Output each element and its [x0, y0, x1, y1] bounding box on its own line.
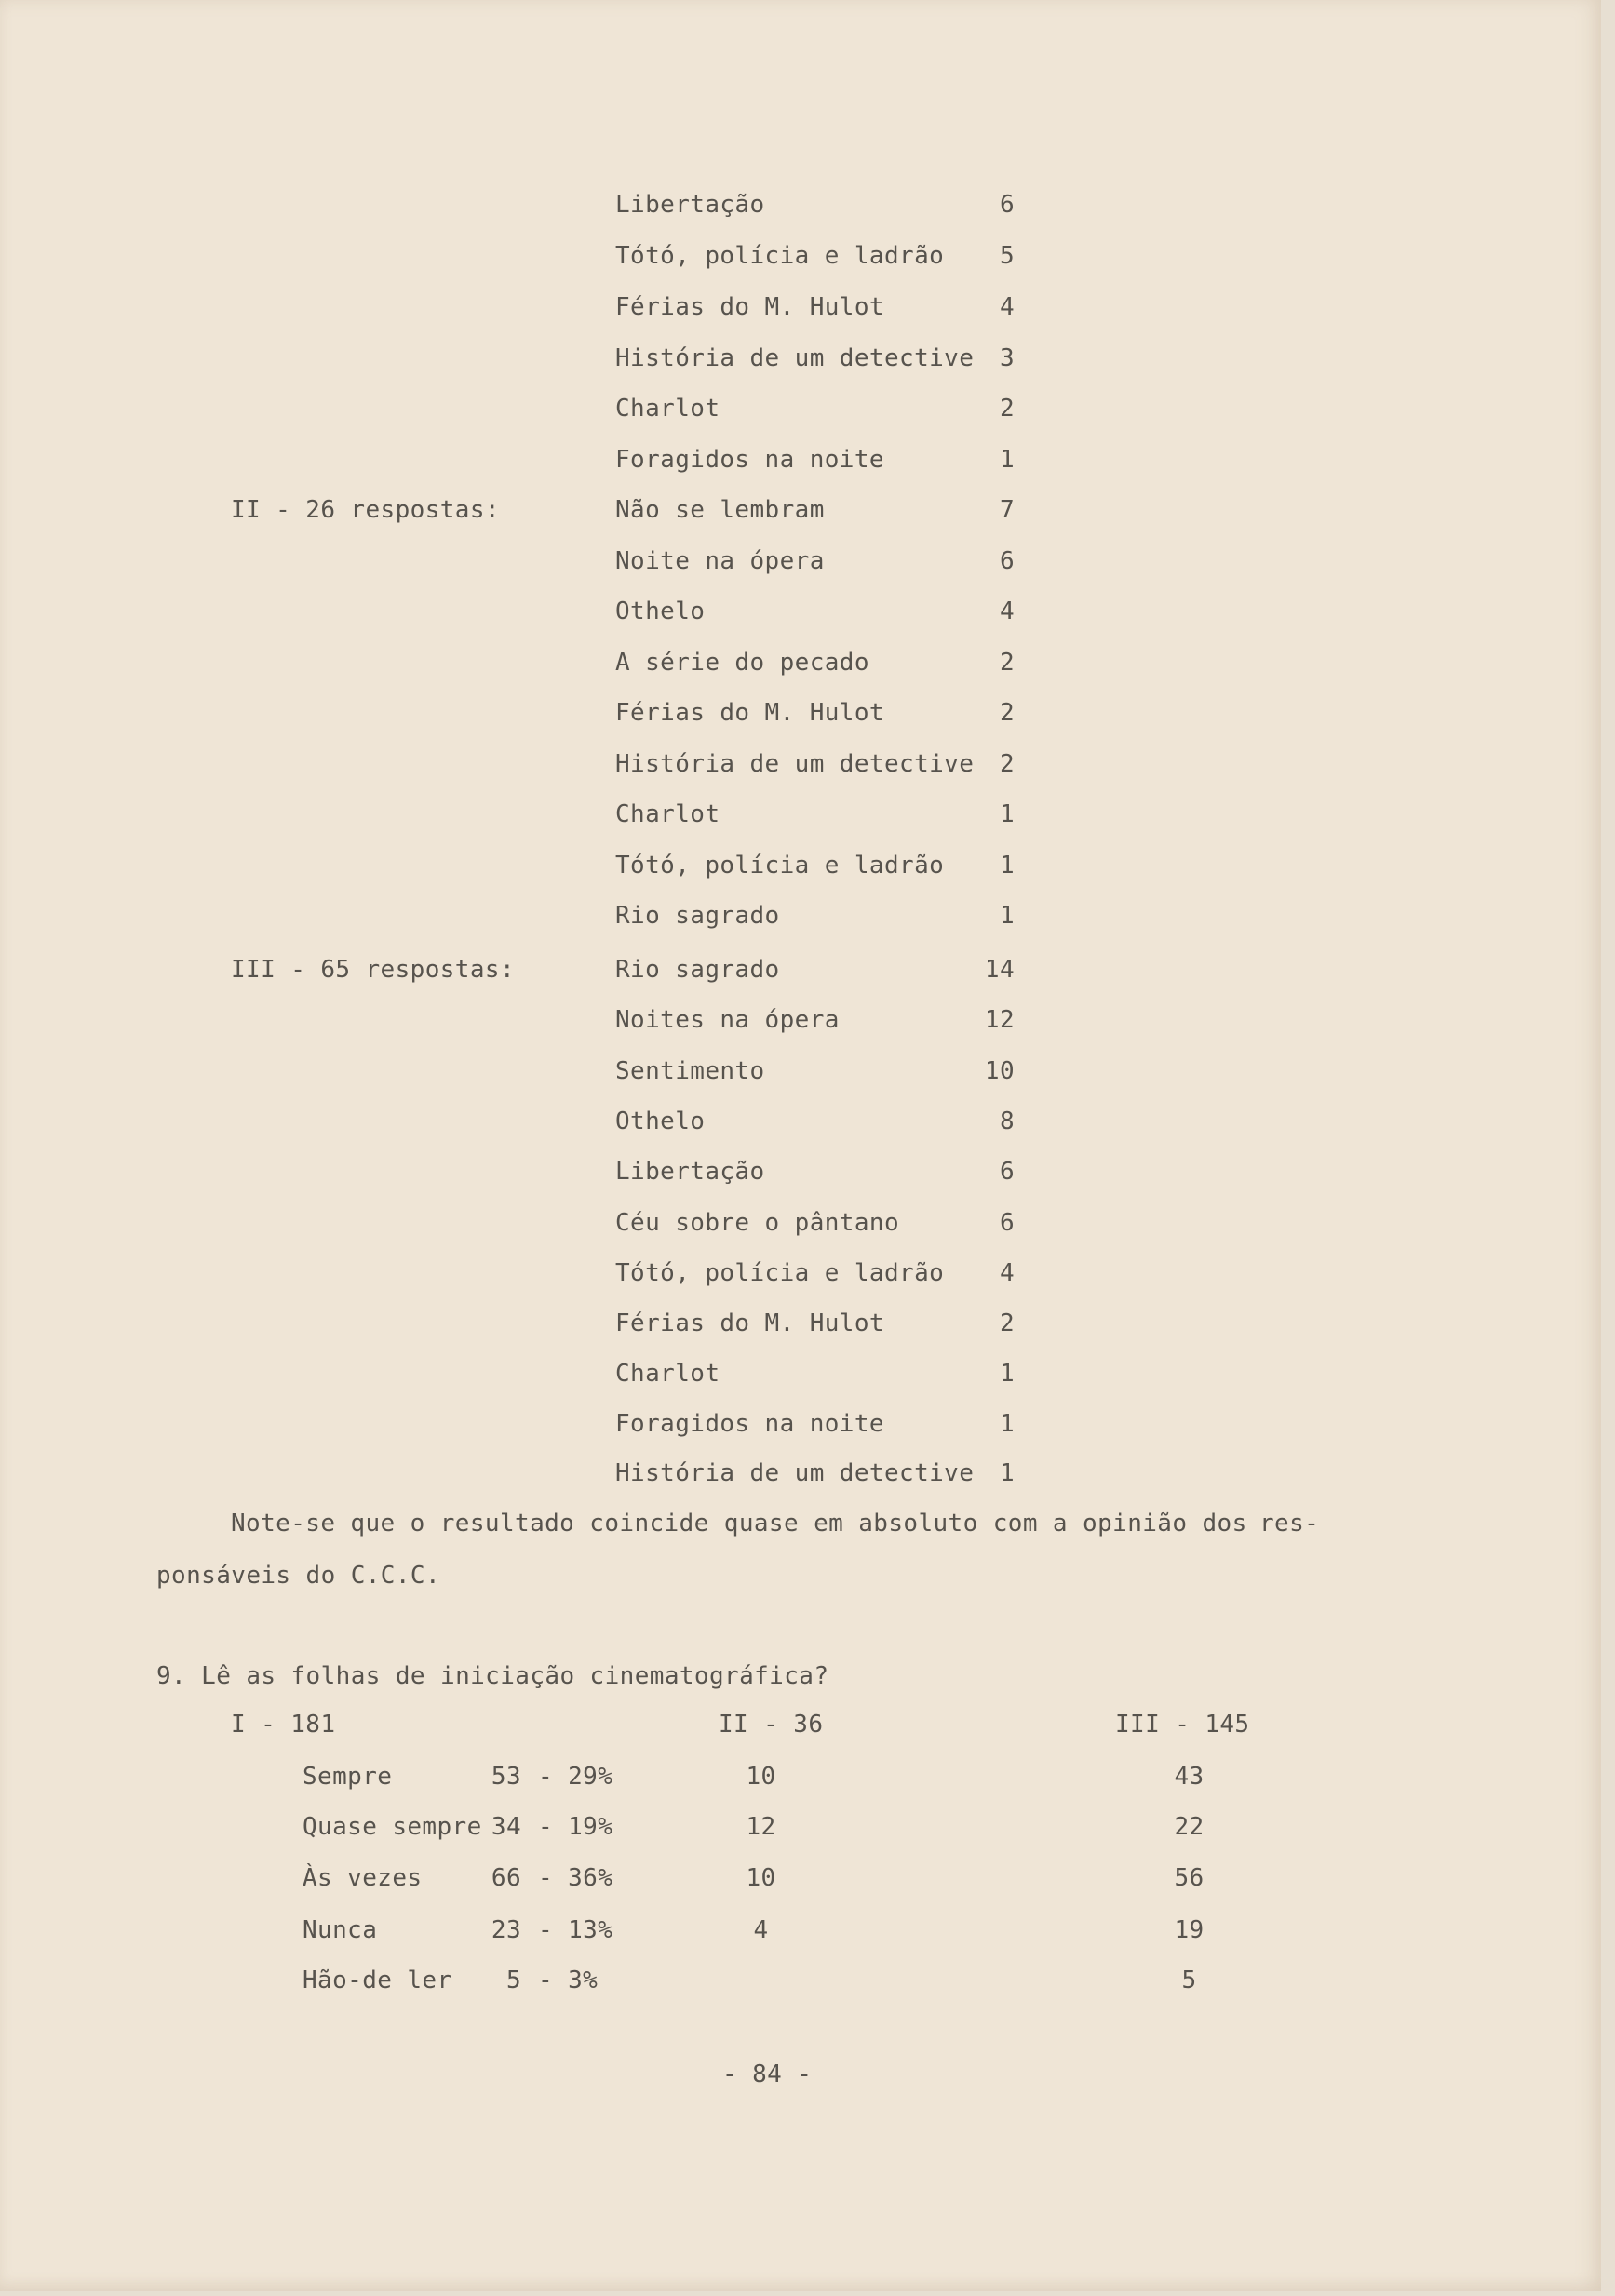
film-count: 2 — [999, 395, 1015, 423]
film-title: Foragidos na noite — [615, 1410, 884, 1438]
film-count: 10 — [984, 1057, 1015, 1085]
percent-i: - 29% — [538, 1763, 613, 1791]
film-count: 12 — [984, 1006, 1015, 1034]
group-label: III - 65 respostas: — [231, 956, 516, 984]
film-title: Céu sobre o pântano — [615, 1209, 900, 1237]
percent-i: - 3% — [538, 1967, 599, 1994]
film-count: 4 — [999, 293, 1015, 321]
count-iii: 56 — [1174, 1864, 1205, 1892]
row-label: Hão-de ler — [303, 1967, 452, 1994]
film-count: 1 — [999, 1459, 1015, 1487]
count-ii: 12 — [746, 1813, 776, 1841]
count-i: 34 — [491, 1813, 521, 1841]
film-title: Othelo — [615, 1108, 706, 1135]
note-line: ponsáveis do C.C.C. — [156, 1562, 441, 1590]
row-label: Às vezes — [303, 1864, 423, 1892]
film-title: Rio sagrado — [615, 902, 780, 930]
film-title: A série do pecado — [615, 649, 869, 677]
count-i: 23 — [491, 1916, 521, 1944]
film-count: 7 — [999, 496, 1015, 524]
film-title: Noites na ópera — [615, 1006, 840, 1034]
film-count: 2 — [999, 649, 1015, 677]
film-count: 3 — [999, 344, 1015, 372]
column-header-i: I - 181 — [231, 1711, 336, 1739]
count-i: 66 — [491, 1864, 521, 1892]
film-count: 1 — [999, 800, 1015, 828]
film-count: 6 — [999, 1158, 1015, 1186]
film-title: Tótó, polícia e ladrão — [615, 242, 945, 270]
film-title: História de um detective — [615, 750, 975, 778]
film-count: 1 — [999, 852, 1015, 879]
percent-i: - 36% — [538, 1864, 613, 1892]
film-count: 14 — [984, 956, 1015, 984]
note-line: Note-se que o resultado coincide quase em absoluto com a opinião dos — [231, 1510, 1247, 1537]
film-count: 1 — [999, 446, 1015, 474]
film-title: História de um detective — [615, 344, 975, 372]
count-iii: 5 — [1181, 1967, 1197, 1994]
page-number: - 84 - — [722, 2061, 813, 2088]
film-title: Férias do M. Hulot — [615, 699, 884, 727]
count-ii: 10 — [746, 1763, 776, 1791]
film-count: 2 — [999, 750, 1015, 778]
film-title: História de um detective — [615, 1459, 975, 1487]
column-header-iii: III - 145 — [1115, 1711, 1250, 1739]
count-iii: 22 — [1174, 1813, 1205, 1841]
group-label: II - 26 respostas: — [231, 496, 500, 524]
film-title: Não se lembram — [615, 496, 825, 524]
film-title: Charlot — [615, 395, 720, 423]
row-label: Nunca — [303, 1916, 378, 1944]
count-i: 5 — [505, 1967, 521, 1994]
column-header-ii: II - 36 — [719, 1711, 824, 1739]
count-ii: 10 — [746, 1864, 776, 1892]
film-title: Foragidos na noite — [615, 446, 884, 474]
film-title: Othelo — [615, 597, 706, 625]
film-title: Férias do M. Hulot — [615, 1309, 884, 1337]
count-ii: 4 — [753, 1916, 769, 1944]
film-title: Noite na ópera — [615, 547, 825, 575]
film-count: 1 — [999, 1360, 1015, 1388]
row-label: Quase sempre — [303, 1813, 482, 1841]
percent-i: - 19% — [538, 1813, 613, 1841]
film-count: 6 — [999, 1209, 1015, 1237]
percent-i: - 13% — [538, 1916, 613, 1944]
film-title: Tótó, polícia e ladrão — [615, 1259, 945, 1287]
note-line-end: res- — [1259, 1510, 1320, 1537]
film-count: 4 — [999, 597, 1015, 625]
film-count: 2 — [999, 699, 1015, 727]
film-count: 2 — [999, 1309, 1015, 1337]
count-iii: 43 — [1174, 1763, 1205, 1791]
row-label: Sempre — [303, 1763, 393, 1791]
film-count: 1 — [999, 902, 1015, 930]
film-count: 1 — [999, 1410, 1015, 1438]
film-title: Charlot — [615, 1360, 720, 1388]
film-count: 8 — [999, 1108, 1015, 1135]
film-title: Libertação — [615, 191, 765, 219]
film-title: Tótó, polícia e ladrão — [615, 852, 945, 879]
count-i: 53 — [491, 1763, 521, 1791]
film-count: 5 — [999, 242, 1015, 270]
film-count: 4 — [999, 1259, 1015, 1287]
film-count: 6 — [999, 547, 1015, 575]
film-title: Sentimento — [615, 1057, 765, 1085]
film-title: Charlot — [615, 800, 720, 828]
film-title: Libertação — [615, 1158, 765, 1186]
question-title: 9. Lê as folhas de iniciação cinematográfica? — [156, 1662, 829, 1690]
film-count: 6 — [999, 191, 1015, 219]
film-title: Férias do M. Hulot — [615, 293, 884, 321]
count-iii: 19 — [1174, 1916, 1205, 1944]
film-title: Rio sagrado — [615, 956, 780, 984]
